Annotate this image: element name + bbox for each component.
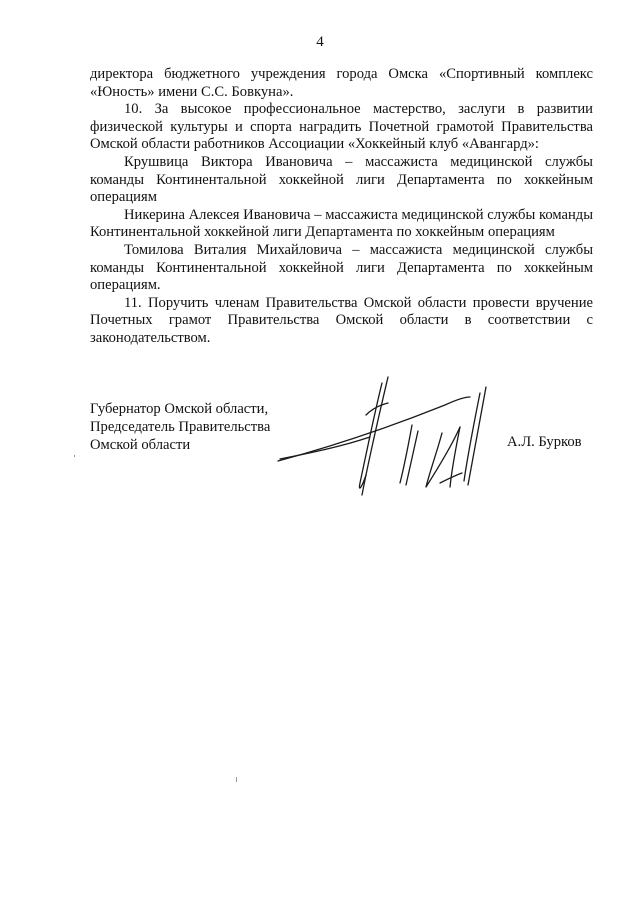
signatory-title-line: Омской области: [90, 437, 191, 453]
handwritten-signature: [270, 375, 520, 505]
awardee-paragraph: Никерина Алексея Ивановича – массажиста медицинской службы команды Континентальной хоккейной лиги Департамента по хоккейным операциям: [90, 206, 593, 241]
awardee-paragraph: Томилова Виталия Михайловича – массажиста медицинской службы команды Континентальной хоккейной лиги Департамента по хоккейным операциям.: [90, 241, 593, 294]
page-number: 4: [316, 34, 324, 50]
signatory-title-line: Губернатор Омской области,: [90, 401, 269, 417]
scan-artifact: [74, 455, 75, 457]
paragraph-item-10: 10. За высокое профессиональное мастерство, заслуги в развитии физической культуры и спорта наградить Почетной грамотой Правительства Омской области работников Ассоциации «Хоккейный клуб «Авангард»:: [90, 101, 593, 153]
paragraph-continuation: директора бюджетного учреждения города Омска «Спортивный комплекс «Юность» имени С.С. Бовкуна».: [90, 66, 593, 100]
scan-artifact: [236, 777, 237, 782]
signatory-title-line: Председатель Правительства: [90, 419, 271, 435]
signer-name: А.Л. Бурков: [507, 434, 582, 450]
signatory-title-block: [90, 400, 270, 454]
paragraph-item-11: 11. Поручить членам Правительства Омской области провести вручение Почетных грамот Правительства Омской области в соответствии с законодательством.: [90, 294, 593, 346]
document-body: [90, 66, 593, 348]
awardee-paragraph: Крушвица Виктора Ивановича – массажиста медицинской службы команды Континентальной хоккейной лиги Департамента по хоккейным операциям: [90, 153, 593, 206]
